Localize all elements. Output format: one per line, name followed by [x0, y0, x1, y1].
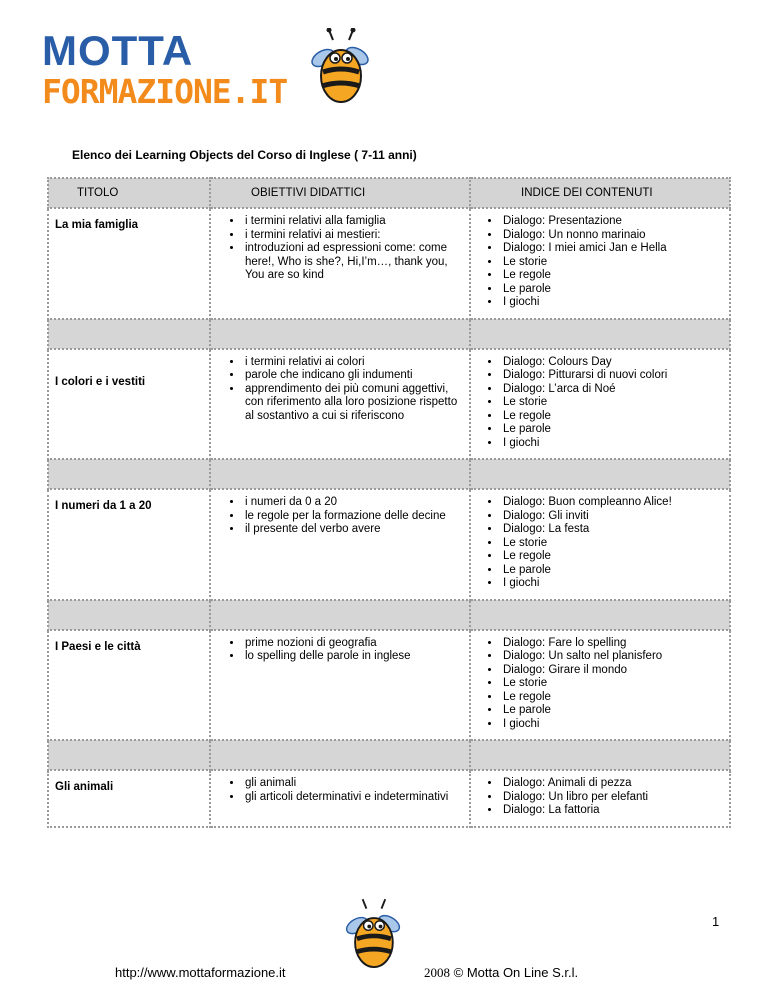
- separator-row: [48, 459, 730, 489]
- list-item: • Dialogo: Pitturarsi di nuovi colori: [501, 369, 723, 383]
- list-item: • apprendimento dei più comuni aggettivi, con riferimento alla loro posizione rispetto al sostantivo a cui si riferiscono: [243, 383, 463, 424]
- table-row: [48, 630, 730, 741]
- list-item: • gli animali: [243, 777, 463, 791]
- list-item: • Le parole: [501, 564, 723, 578]
- separator-row: [48, 740, 730, 770]
- row-title: I colori e i vestiti: [48, 349, 210, 460]
- row-objectives: [210, 630, 470, 741]
- list-item: • Dialogo: Buon compleanno Alice!: [501, 496, 723, 510]
- list-item: • Le parole: [501, 423, 723, 437]
- table-row: [48, 208, 730, 319]
- row-contents: [470, 489, 730, 600]
- list-item: • i termini relativi ai colori: [243, 356, 463, 370]
- list-item: • Le regole: [501, 410, 723, 424]
- row-objectives: [210, 489, 470, 600]
- header-indice: INDICE DEI CONTENUTI: [470, 178, 730, 208]
- footer-url-link[interactable]: http://www.mottaformazione.it: [115, 965, 286, 980]
- row-title: I Paesi e le città: [48, 630, 210, 741]
- footer-copyright: [424, 965, 578, 981]
- row-title: Gli animali: [48, 770, 210, 827]
- list-item: • Le regole: [501, 269, 723, 283]
- list-item: • i termini relativi ai mestieri:: [243, 229, 463, 243]
- list-item: • parole che indicano gli indumenti: [243, 369, 463, 383]
- list-item: • le regole per la formazione delle decine: [243, 510, 463, 524]
- logo-text-motta: MOTTA: [42, 27, 194, 74]
- list-item: • lo spelling delle parole in inglese: [243, 650, 463, 664]
- learning-objects-table: [47, 177, 723, 828]
- list-item: • Dialogo: Presentazione: [501, 215, 723, 229]
- list-item: • Le storie: [501, 256, 723, 270]
- bee-mascot-icon: [340, 895, 406, 975]
- page-number: 1: [712, 914, 720, 929]
- row-objectives: [210, 208, 470, 319]
- bee-mascot-icon: [305, 28, 375, 108]
- table-row: [48, 489, 730, 600]
- list-item: • Dialogo: La festa: [501, 523, 723, 537]
- footer-year: 2008: [424, 965, 450, 980]
- table-row: [48, 770, 730, 827]
- separator-row: [48, 319, 730, 349]
- list-item: • Dialogo: Un salto nel planisfero: [501, 650, 723, 664]
- list-item: • i termini relativi alla famiglia: [243, 215, 463, 229]
- row-contents: [470, 349, 730, 460]
- header-obiettivi: OBIETTIVI DIDATTICI: [210, 178, 470, 208]
- list-item: • Dialogo: I miei amici Jan e Hella: [501, 242, 723, 256]
- row-title: La mia famiglia: [48, 208, 210, 319]
- row-contents: [470, 630, 730, 741]
- list-item: • Dialogo: Gli inviti: [501, 510, 723, 524]
- list-item: • Dialogo: L’arca di Noé: [501, 383, 723, 397]
- row-contents: [470, 770, 730, 827]
- list-item: • gli articoli determinativi e indeterminativi: [243, 791, 463, 805]
- list-item: • I giochi: [501, 437, 723, 451]
- list-item: • introduzioni ad espressioni come: come here!, Who is she?, Hi,I’m…, thank you, You are so kind: [243, 242, 463, 283]
- company-logo: [40, 28, 370, 118]
- list-item: • Dialogo: Un libro per elefanti: [501, 791, 723, 805]
- list-item: • i numeri da 0 a 20: [243, 496, 463, 510]
- row-title: I numeri da 1 a 20: [48, 489, 210, 600]
- row-objectives: [210, 349, 470, 460]
- list-item: • Le storie: [501, 537, 723, 551]
- list-item: • Dialogo: Un nonno marinaio: [501, 229, 723, 243]
- list-item: • Dialogo: La fattoria: [501, 804, 723, 818]
- list-item: • prime nozioni di geografia: [243, 637, 463, 651]
- list-item: • Le regole: [501, 550, 723, 564]
- list-item: • I giochi: [501, 718, 723, 732]
- footer-copyright-text: © Motta On Line S.r.l.: [453, 965, 579, 980]
- document-title: Elenco dei Learning Objects del Corso di Inglese ( 7-11 anni): [72, 148, 417, 162]
- list-item: • Le storie: [501, 396, 723, 410]
- header-titolo: TITOLO: [48, 178, 210, 208]
- logo-text-formazione: FORMAZIONE.IT: [42, 72, 288, 111]
- list-item: • il presente del verbo avere: [243, 523, 463, 537]
- list-item: • Dialogo: Fare lo spelling: [501, 637, 723, 651]
- list-item: • I giochi: [501, 296, 723, 310]
- row-contents: [470, 208, 730, 319]
- list-item: • I giochi: [501, 577, 723, 591]
- row-objectives: [210, 770, 470, 827]
- table-row: [48, 349, 730, 460]
- table-header-row: [48, 178, 730, 208]
- list-item: • Dialogo: Colours Day: [501, 356, 723, 370]
- list-item: • Le regole: [501, 691, 723, 705]
- list-item: • Dialogo: Animali di pezza: [501, 777, 723, 791]
- list-item: • Dialogo: Girare il mondo: [501, 664, 723, 678]
- separator-row: [48, 600, 730, 630]
- list-item: • Le parole: [501, 704, 723, 718]
- list-item: • Le storie: [501, 677, 723, 691]
- list-item: • Le parole: [501, 283, 723, 297]
